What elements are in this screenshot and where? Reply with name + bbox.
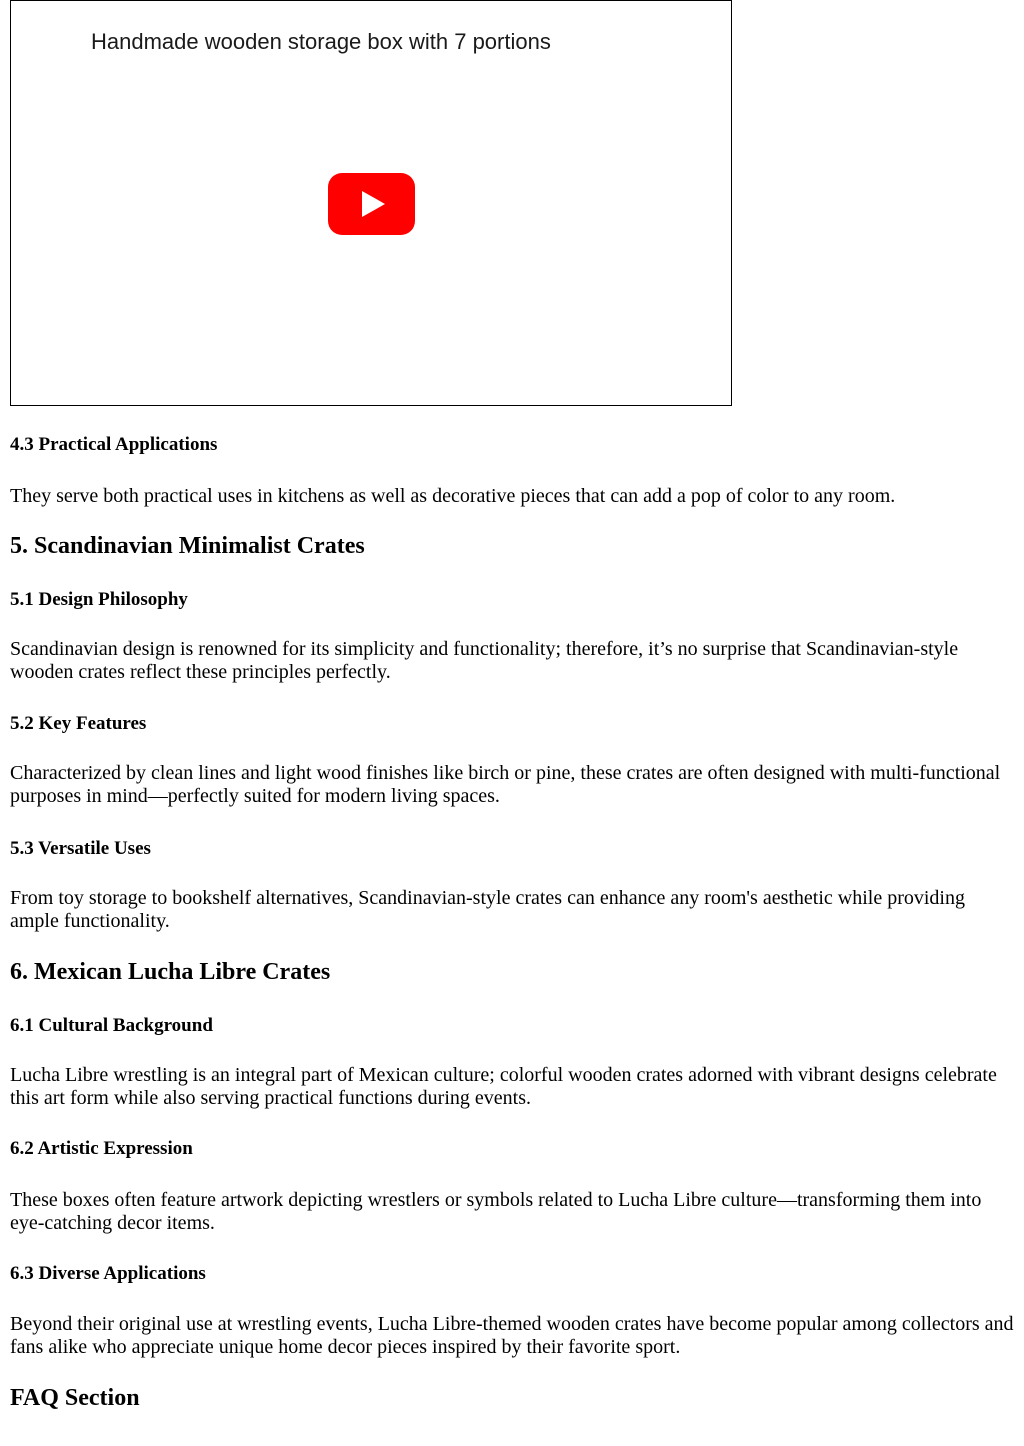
section-heading: 6. Mexican Lucha Libre Crates: [10, 959, 331, 985]
paragraph: They serve both practical uses in kitchens as well as decorative pieces that can add a pop of color to any room.: [10, 485, 896, 507]
play-icon: [328, 173, 415, 235]
section-5: [10, 532, 1014, 560]
subheading: 6.2 Artistic Expression: [10, 1138, 193, 1159]
faq-section: [10, 1384, 1014, 1412]
paragraph: From toy storage to bookshelf alternatives, Scandinavian-style crates can enhance any room's aesthetic while providing ample functionality.: [10, 887, 965, 932]
paragraph: Lucha Libre wrestling is an integral part of Mexican culture; colorful wooden crates adorned with vibrant designs celebrate this art form while also serving practical functions during events.: [10, 1064, 997, 1109]
video-title[interactable]: Handmade wooden storage box with 7 portions: [91, 29, 551, 54]
subheading: 5.3 Versatile Uses: [10, 838, 151, 859]
subheading: 4.3 Practical Applications: [10, 434, 218, 455]
section-4-3: [10, 433, 1014, 456]
section-heading: FAQ Section: [10, 1385, 140, 1411]
subheading: 5.1 Design Philosophy: [10, 589, 188, 610]
paragraph: Beyond their original use at wrestling events, Lucha Libre-themed wooden crates have become popular among collectors and fans alike who appreciate unique home decor pieces inspired by their favorite sport.: [10, 1313, 1014, 1358]
section-6: [10, 958, 1014, 986]
paragraph: Characterized by clean lines and light wood finishes like birch or pine, these crates are often designed with multi-functional purposes in mind—perfectly suited for modern living spaces.: [10, 762, 1001, 807]
paragraph: Scandinavian design is renowned for its simplicity and functionality; therefore, it’s no surprise that Scandinavian-style wooden crates reflect these principles perfectly.: [10, 638, 959, 683]
paragraph: These boxes often feature artwork depicting wrestlers or symbols related to Lucha Libre culture—transforming them into eye-catching decor items.: [10, 1189, 982, 1234]
subheading: 5.2 Key Features: [10, 713, 147, 734]
play-button[interactable]: [328, 173, 415, 235]
subheading: 6.1 Cultural Background: [10, 1015, 213, 1036]
subheading: 6.3 Diverse Applications: [10, 1263, 206, 1284]
video-embed[interactable]: [10, 0, 732, 406]
section-heading: 5. Scandinavian Minimalist Crates: [10, 533, 365, 559]
